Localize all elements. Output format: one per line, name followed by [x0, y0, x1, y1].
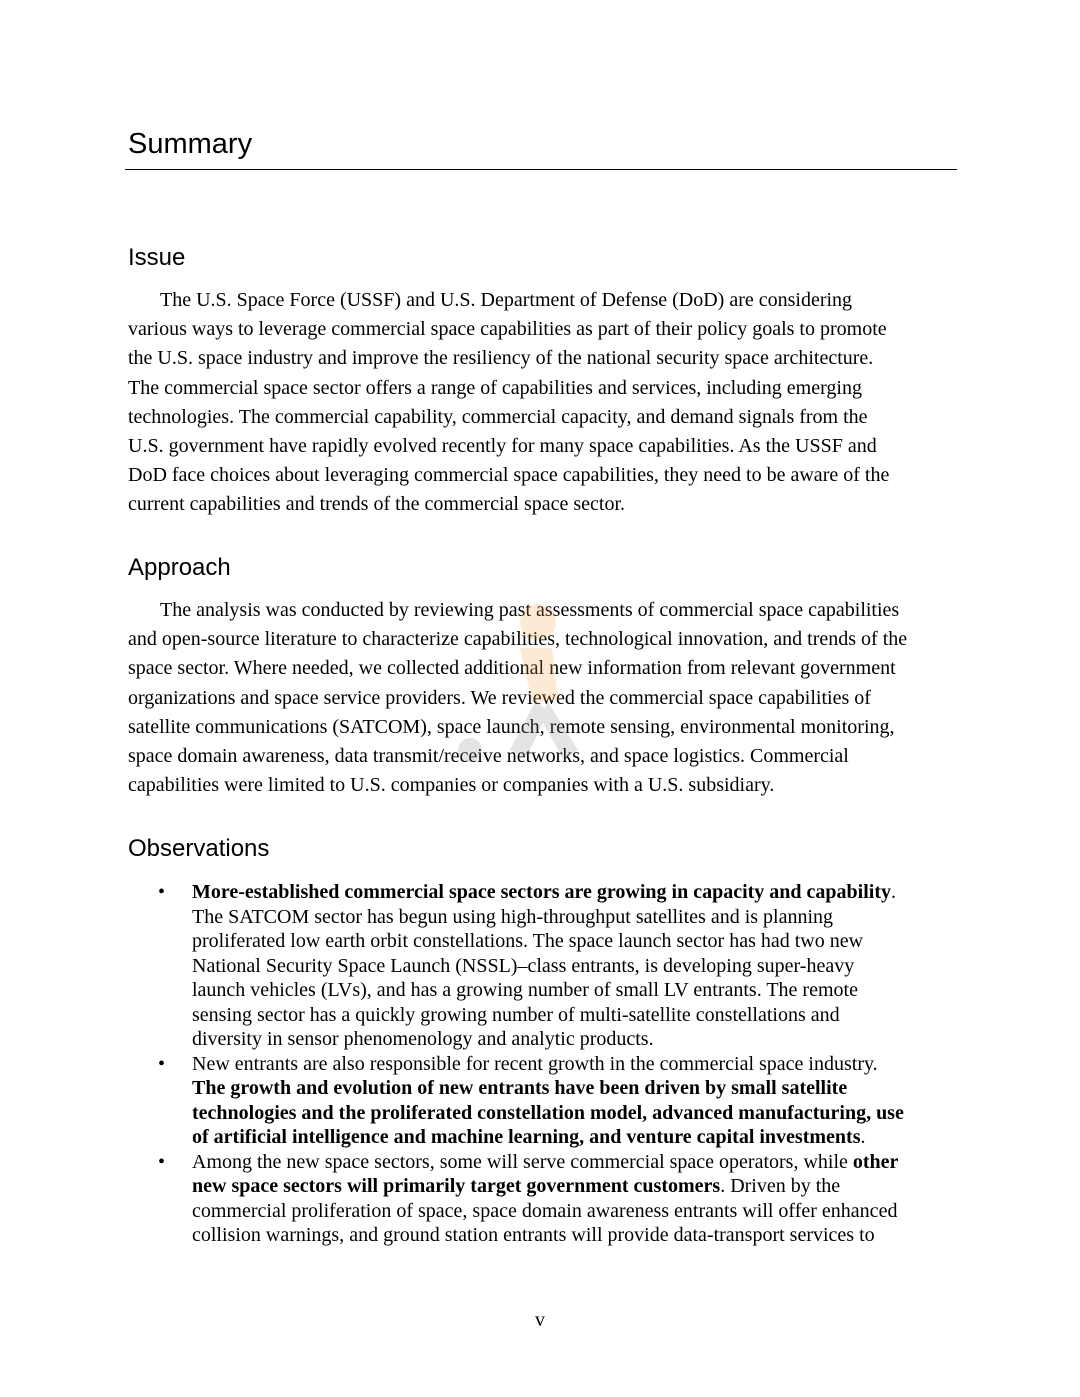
body-text: diversity in sensor phenomenology and analytic products. [192, 1028, 654, 1050]
bullet-line [192, 1223, 958, 1248]
observation-bullet [128, 880, 958, 1052]
bullet-line [192, 1101, 958, 1126]
observations-section [128, 834, 958, 864]
bullet-line [192, 880, 958, 905]
body-text: . [860, 1126, 866, 1148]
bullet-line [192, 1003, 958, 1028]
issue-line: DoD face choices about leveraging commercial space capabilities, they need to be aware of the [128, 464, 890, 487]
approach-line: organizations and space service providers. We reviewed the commercial space capabilities of [128, 686, 871, 709]
bullet-dot-icon: • [158, 881, 166, 903]
title-rule [125, 126, 957, 170]
body-text: . [891, 881, 896, 903]
approach-line: and open-source literature to characterize capabilities, technological innovation, and trends of the [128, 628, 908, 651]
bold-text: other [852, 1150, 899, 1173]
bullet-dot-icon: • [158, 1150, 166, 1173]
body-text: National Security Space Launch (NSSL)–class entrants, is developing super-heavy [192, 954, 855, 977]
body-text: New entrants are also responsible for recent growth in the commercial space industry. [192, 1052, 878, 1075]
bullet-line [192, 1150, 958, 1175]
body-text: The SATCOM sector has begun using high-throughput satellites and is planning [192, 905, 834, 928]
issue-line: The U.S. Space Force (USSF) and U.S. Department of Defense (DoD) are considering [160, 289, 853, 311]
bullet-line [192, 978, 958, 1003]
page-number: v [535, 1309, 545, 1331]
approach-line: capabilities were limited to U.S. companies or companies with a U.S. subsidiary. [128, 774, 775, 797]
bullet-line [192, 1125, 958, 1150]
approach-line: space sector. Where needed, we collected additional new information from relevant government [128, 657, 896, 680]
bullet-line [192, 1076, 958, 1101]
observations-heading: Observations [128, 835, 270, 862]
bullet-line [192, 1199, 958, 1224]
observations-list [128, 880, 958, 1248]
issue-line: technologies. The commercial capability, commercial capacity, and demand signals from the [128, 405, 868, 428]
bullet-line [192, 1052, 958, 1077]
approach-heading: Approach [128, 554, 231, 581]
body-text: commercial proliferation of space, space domain awareness entrants will offer enhanced [192, 1199, 898, 1222]
body-text: launch vehicles (LVs), and has a growing number of small LV entrants. The remote [192, 979, 858, 1001]
approach-paragraph [128, 596, 958, 800]
page-title: Summary [128, 128, 253, 160]
body-text: sensing sector has a quickly growing number of multi-satellite constellations and [192, 1003, 840, 1026]
issue-line: U.S. government have rapidly evolved recently for many space capabilities. As the USSF and [128, 435, 877, 458]
issue-line: various ways to leverage commercial space capabilities as part of their policy goals to promote [128, 318, 887, 341]
observation-bullet [128, 1150, 958, 1248]
body-text: collision warnings, and ground station entrants will provide data-transport services to [192, 1224, 875, 1246]
bullet-line [192, 929, 958, 954]
approach-section [128, 553, 958, 800]
issue-line: The commercial space sector offers a range of capabilities and services, including emerging [128, 376, 862, 399]
bullet-line [192, 1174, 958, 1199]
observation-bullet [128, 1052, 958, 1150]
bullet-line [192, 954, 958, 979]
bold-text: More-established commercial space sectors are growing in capacity and capability [192, 881, 891, 903]
issue-paragraph [128, 286, 958, 520]
bold-text: new space sectors will primarily target government customers [192, 1175, 721, 1197]
body-text: proliferated low earth orbit constellations. The space launch sector has had two new [192, 930, 864, 952]
issue-heading: Issue [128, 244, 186, 271]
bullet-dot-icon: • [158, 1052, 166, 1075]
issue-line: current capabilities and trends of the commercial space sector. [128, 493, 626, 516]
body-text: Among the new space sectors, some will serve commercial space operators, while [192, 1150, 853, 1173]
approach-line: space domain awareness, data transmit/receive networks, and space logistics. Commercial [128, 745, 849, 768]
approach-line: The analysis was conducted by reviewing past assessments of commercial space capabilities [160, 599, 900, 621]
issue-line: the U.S. space industry and improve the resiliency of the national security space architecture. [128, 347, 874, 370]
bold-text: of artificial intelligence and machine learning, and venture capital investments [192, 1126, 861, 1148]
bullet-line [192, 905, 958, 930]
approach-line: satellite communications (SATCOM), space launch, remote sensing, environmental monitoring, [128, 715, 895, 738]
bullet-line [192, 1027, 958, 1052]
bold-text: The growth and evolution of new entrants have been driven by small satellite [192, 1077, 848, 1099]
bold-text: technologies and the proliferated constellation model, advanced manufacturing, use [192, 1101, 904, 1124]
body-text: . Driven by the [720, 1175, 841, 1197]
issue-section [128, 243, 958, 520]
